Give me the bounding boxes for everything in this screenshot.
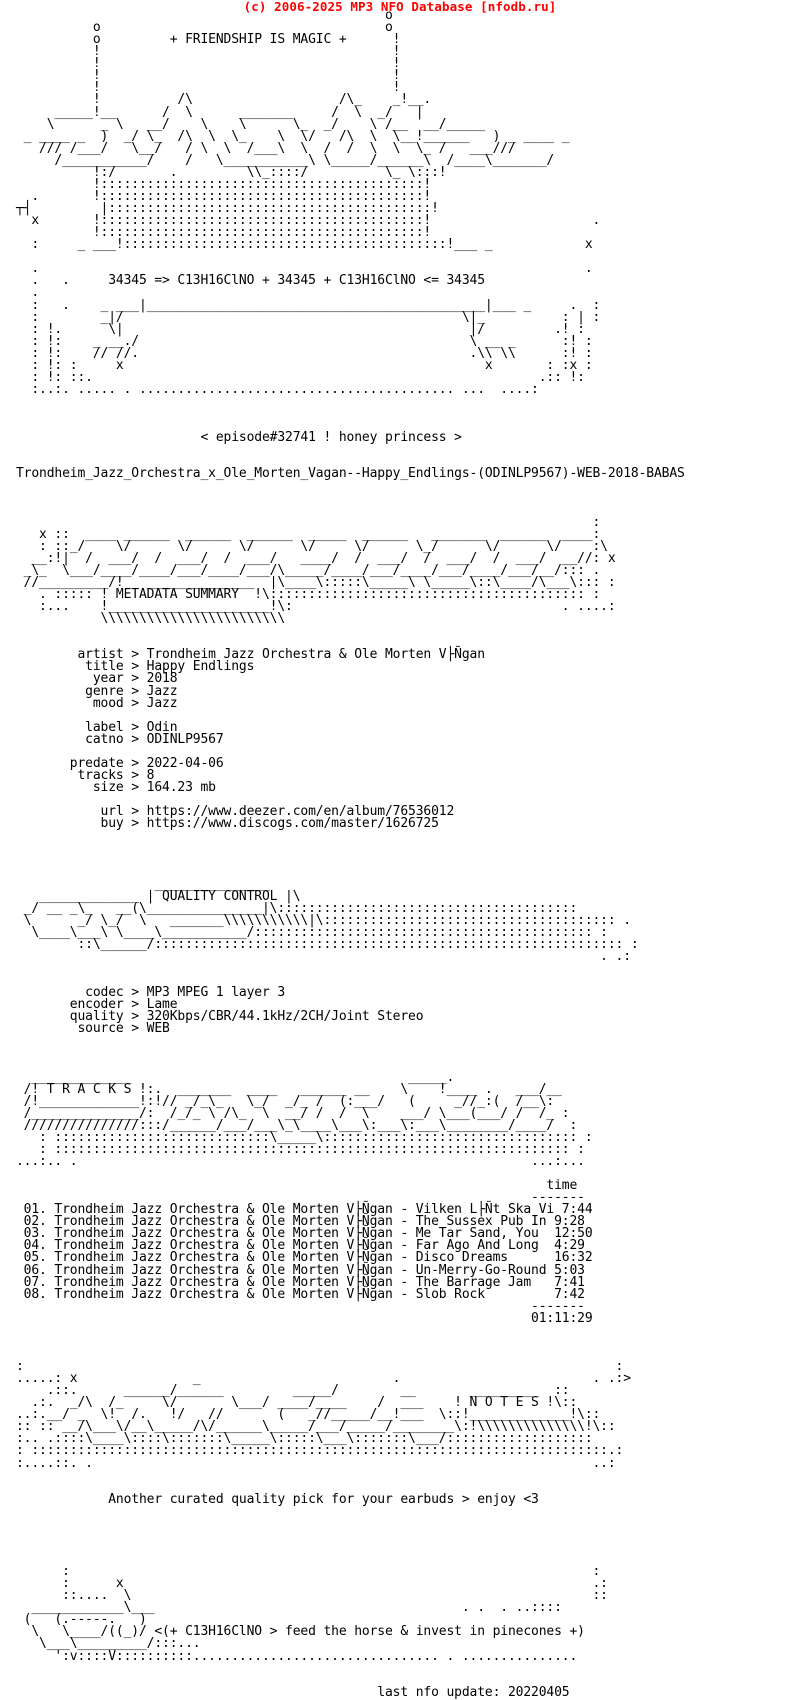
nfo-line: Trondheim_Jazz_Orchestra_x_Ole_Morten_Vagan--Happy_Endlings-(ODINLP9567)-WEB-2018-BABAS — [16, 466, 685, 482]
nfo-line: : _|/ \|_ : | : — [16, 309, 601, 325]
nfo-line: ! ! — [16, 44, 401, 60]
nfo-line: __:!| / ___/ / ___/ / ___/ ____/ / ___/ / ___/ / ___/ __//: x — [16, 550, 616, 566]
nfo-line: : : — [16, 1359, 624, 1374]
nfo-line: \\\\\\\\\\\\\\\\\\\\\\\\ — [16, 611, 286, 627]
nfo-line: < episode#32741 ! honey princess > — [16, 430, 462, 446]
nfo-line: /___________/ / \___________\ \_____/______\ /____\_______/ — [16, 152, 555, 168]
nfo-line: 05. Trondheim Jazz Orchestra & Ole Morten V├Ñgan - Disco Dreams 16:32 — [16, 1250, 593, 1266]
nfo-line: : ::_/ \/ \/ \/ \/ \/ \_/ \/ \/ :\ — [16, 538, 608, 554]
nfo-line — [16, 1047, 685, 1059]
nfo-line: 08. Trondheim Jazz Orchestra & Ole Morten V├Ñgan - Slob Rock 7:42 — [16, 1286, 585, 1302]
nfo-line: o — [16, 8, 393, 23]
nfo-line: : !: _ __./ \ __ _ :! : — [16, 333, 593, 349]
nfo-line: !:/ . \\_::::/ \_ \:::! — [16, 164, 447, 180]
nfo-line: ':v::::V::::::::::................................ . ............... — [16, 1648, 578, 1664]
nfo-line: artist > Trondheim Jazz Orchestra & Ole Morten V├Ñgan — [16, 647, 485, 663]
nfo-line: _____!__ / \ _______ / \ _/ | — [16, 104, 424, 120]
nfo-line: 01. Trondheim Jazz Orchestra & Ole Morten V├Ñgan - Vilken L├Ñt Ska Vi 7:44 — [16, 1202, 593, 1218]
nfo-line — [16, 1530, 685, 1542]
nfo-line: 04. Trondheim Jazz Orchestra & Ole Morten V├Ñgan - Far Ago And Long 4:29 — [16, 1238, 585, 1254]
nfo-line: catno > ODINLP9567 — [16, 731, 224, 747]
nfo-line: \ _/ \_/ \ _______\\\\\\\\\\\|\:::::::::::::::::::::::::::::::::::::: . — [16, 912, 631, 928]
nfo-line: /______________/: /_/_ \ /\_ \ __/ / / \ ___/ \___(___/ / /_ : — [16, 1105, 570, 1121]
nfo-line: ! ! — [16, 68, 401, 84]
nfo-line — [16, 396, 685, 408]
nfo-line — [16, 1337, 685, 1349]
nfo-line — [16, 1663, 685, 1675]
nfo-line: : : — [16, 1564, 601, 1580]
nfo-line: ::.... \ :: — [16, 1588, 608, 1604]
nfo-line: .::. ______/______ _____/ __ _________ :: — [16, 1383, 570, 1399]
nfo-line: . — [16, 285, 40, 301]
nfo-line: . !::::::::::::::::::::::::::::::::::::::::::! — [16, 188, 432, 204]
nfo-line: : — [16, 514, 601, 530]
nfo-line: .:. _/\ /_ \/ \___/ ____/____ / ___ ! N O T E S !\:: — [16, 1395, 578, 1411]
nfo-line: !::::::::::::::::::::::::::::::::::::::::::! — [16, 225, 432, 241]
nfo-line: ┬┤ |::::::::::::::::::::::::::::::::::::::::::! — [16, 201, 439, 216]
nfo-line: ____________\___ . . . ..:::: — [16, 1600, 562, 1616]
nfo-line: codec > MP3 MPEG 1 layer 3 — [16, 985, 286, 1001]
nfo-line: ///////////////:::/______/___/___\_\____\___\:___\:___\________/____/ : — [16, 1117, 578, 1133]
nfo-line: : x .: — [16, 1576, 608, 1592]
nfo-line: : ::::::::::::::::::::::::::::\_____\::::::::::::::::::::::::::::::::: : — [16, 1129, 593, 1145]
nfo-line: ------- — [16, 1190, 585, 1206]
nfo-line: o + FRIENDSHIP IS MAGIC + ! — [16, 32, 401, 48]
nfo-line — [16, 1506, 685, 1518]
nfo-line — [16, 480, 685, 492]
nfo-line: : . _ ___|____________________________________________|___ _ . : — [16, 297, 601, 313]
nfo-line: \ \____/((_)/ <(+ C13H16ClNO > feed the horse & invest in pinecones +) — [16, 1624, 585, 1640]
nfo-line: 01:11:29 — [16, 1310, 593, 1326]
nfo-line: : !. \| |/ .! : — [16, 321, 585, 337]
nfo-line: : !: ::. .:: !: — [16, 369, 585, 385]
nfo-line: : _ ___!::::::::::::::::::::::::::::::::::::::::::!___ _ x — [16, 237, 593, 253]
nfo-line: /// /___/ \__/ / \ \ /___\ \ / / \ \ \_ / ___/// — [16, 140, 516, 156]
nfo-line: .....: x _ . . .:> — [16, 1371, 631, 1387]
nfo-line: ..:.__/ _ \! /. !/ // ( _//_____/__!___ \::!_____________!\:: — [16, 1407, 601, 1423]
nfo-line: x :: ____ ______ ______ ______ _____ ______ _______ ______ ____: — [16, 526, 601, 542]
nfo-line: ! /\ /\_ _!__. — [16, 92, 432, 108]
nfo-line: . .: — [16, 948, 631, 964]
nfo-line: :.. .::::\____\::::\:::::::\_____\:::::\___\:::::::\___/::::::::::::::::::: — [16, 1431, 593, 1447]
nfo-line — [16, 1518, 685, 1530]
nfo-line: _______________ — [16, 876, 270, 892]
nfo-line: ...:.. . ...:... — [16, 1153, 585, 1169]
nfo-line: //_________/! ______________ |\____\:::::\_____\ \_____\::\____/\___\::: : — [16, 574, 616, 590]
nfo-line — [16, 830, 685, 842]
nfo-line: _____________ _____. — [16, 1069, 455, 1085]
nfo-line: 02. Trondheim Jazz Orchestra & Ole Morten V├Ñgan - The Sussex Pub In 9:28 — [16, 1214, 585, 1230]
nfo-line: quality > 320Kbps/CBR/44.1kHz/2CH/Joint Stereo — [16, 1009, 424, 1025]
nfo-text — [16, 10, 685, 1699]
nfo-line: /! T R A C K S !:. _______ ____ ______ __ \ !____ . ___/__ — [16, 1081, 562, 1097]
nfo-line: genre > Jazz — [16, 683, 178, 699]
nfo-line — [16, 493, 685, 505]
nfo-line: \___\_________/:::... — [16, 1636, 201, 1652]
nfo-line: _____________ | QUALITY CONTROL |\ — [16, 888, 301, 904]
nfo-line: size > 164.23 mb — [16, 780, 216, 795]
nfo-line — [16, 408, 685, 420]
nfo-line: : ::::::::::::::::::::::::::::::::::::::::::::::::::::::::::::::::::: : — [16, 1141, 585, 1157]
nfo-line — [16, 1675, 685, 1687]
nfo-line: \____\___\ \____\___________/:::::::::::::::::::::::::::::::::::::::::::: : — [16, 924, 608, 940]
nfo-line: encoder > Lame — [16, 997, 178, 1013]
nfo-line: ! ! — [16, 56, 401, 72]
nfo-line: /!_____________!:!// _/_\_ \_/ _/_ / (:___/ ( _//_:( /__\: — [16, 1093, 555, 1109]
nfo-line: ! ! — [16, 80, 401, 96]
nfo-line — [16, 1542, 685, 1554]
nfo-line: Another curated quality pick for your earbuds > enjoy <3 — [16, 1491, 539, 1507]
nfo-line: title > Happy Endlings — [16, 659, 255, 675]
nfo-line — [16, 854, 685, 866]
nfo-line: \ _ \ __/ \ \ \_ _/ \ /__ __/_____ — [16, 116, 485, 132]
nfo-line: mood > Jazz — [16, 695, 178, 711]
nfo-line: label > Odin — [16, 719, 178, 735]
nfo-line: :....::. . ..: — [16, 1455, 616, 1471]
nfo-line: _\_ \___/____/____/___/____/___/\_____/____/___/____/___/____/___/__/::: . — [16, 562, 601, 578]
nfo-line: 03. Trondheim Jazz Orchestra & Ole Morten V├Ñgan - Me Tar Sand, You 12:50 — [16, 1226, 593, 1242]
nfo-line: ( (.-----. ) — [16, 1612, 147, 1628]
nfo-line — [16, 1035, 685, 1047]
nfo-line — [16, 444, 685, 456]
nfo-line: :... !_____________________!\: . ....: — [16, 599, 616, 615]
nfo-line: : !: : x x : :x : — [16, 357, 593, 373]
nfo-line: 07. Trondheim Jazz Orchestra & Ole Morten V├Ñgan - The Barrage Jam 7:41 — [16, 1274, 585, 1290]
nfo-line — [16, 1470, 685, 1482]
nfo-line: : :::::::::::::::::::::::::::::::::::::::::::::::::::::::::::::::::::::::::::.: — [16, 1443, 624, 1459]
nfo-line: ::\______/::::::::::::::::::::::::::::::::::::::::::::::::::::::::::::: : — [16, 936, 639, 952]
nfo-line — [16, 842, 685, 854]
nfo-line: . ::::: ! METADATA SUMMARY !\::::::::::::::::::::::::::::::::::::::::: : — [16, 587, 601, 602]
nfo-line: :: :: __/\___\/__\_____/\/______\_____/___/_____/________\:!\\\\\\\\\\\\\\!\:: — [16, 1419, 616, 1435]
nfo-line: last nfo update: 20220405 — [16, 1684, 570, 1700]
nfo-line: _ ____ _ ) _/ \_ /\ \ \_ \ \/ /\ \ \__!______ ) _ ____ _ — [16, 128, 570, 144]
nfo-line — [16, 625, 685, 637]
nfo-line: url > https://www.deezer.com/en/album/76536012 — [16, 804, 455, 820]
copyright-text: (c) 2006-2025 MP3 NFO Database [nfodb.ru] — [243, 0, 557, 14]
nfo-line: predate > 2022-04-06 — [16, 755, 224, 771]
nfo-line: : !: // //. .\\ \\ :! : — [16, 345, 593, 361]
nfo-line: !::::::::::::::::::::::::::::::::::::::::::! — [16, 176, 432, 192]
nfo-line — [16, 1325, 685, 1337]
nfo-line: x !::::::::::::::::::::::::::::::::::::::::::! . — [16, 213, 601, 229]
nfo-line: . . — [16, 261, 593, 277]
nfo-line: o o — [16, 20, 393, 36]
nfo-line — [16, 963, 685, 975]
nfo-line: ------- — [16, 1298, 585, 1314]
nfo-line: year > 2018 — [16, 671, 178, 687]
nfo-line: _/ __ _\_ __(\_______________|\::::::::::::::::::::::::::::::::::::::: — [16, 900, 578, 916]
nfo-line: 06. Trondheim Jazz Orchestra & Ole Morten V├Ñgan - Un-Merry-Go-Round 5:03 — [16, 1262, 585, 1278]
nfo-line: source > WEB — [16, 1021, 170, 1037]
nfo-line: time — [16, 1178, 578, 1194]
nfo-line: . . 34345 => C13H16ClNO + 34345 + C13H16ClNO <= 34345 — [16, 273, 485, 289]
nfo-line: tracks > 8 — [16, 767, 155, 783]
nfo-line: :..:. ..... . ......................................... ... ....: — [16, 381, 539, 397]
nfo-line: buy > https://www.discogs.com/master/1626725 — [16, 816, 439, 832]
